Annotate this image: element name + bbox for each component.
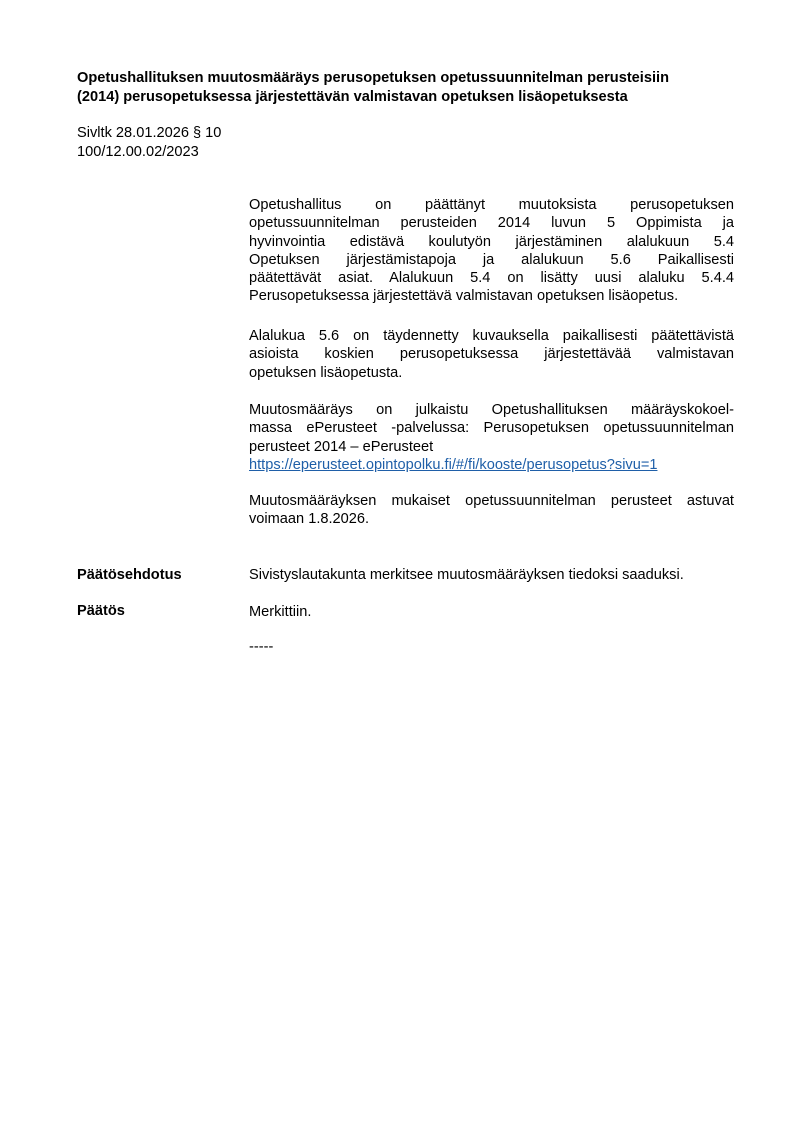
text-line: asioista koskien perusopetuksessa järjestettävää valmistavan: [249, 346, 734, 363]
document-title: [77, 69, 737, 107]
text-line: Alalukua 5.6 on täydennetty kuvauksella paikallisesti päätettävistä: [249, 328, 734, 344]
title-line-1: Opetushallituksen muutosmääräys perusopetuksen opetussuunnitelman perusteisiin: [77, 70, 669, 86]
text-line: hyvinvointia edistävä koulutyön järjestäminen alalukuun 5.4: [249, 233, 734, 250]
end-marker: -----: [249, 639, 274, 655]
decision-text: Merkittiin.: [249, 604, 312, 620]
text-line: massa ePerusteet -palvelussa: Perusopetuksen opetussuunnitelman: [249, 420, 734, 437]
eperusteet-link[interactable]: https://eperusteet.opintopolku.fi/#/fi/kooste/perusopetus?sivu=1: [249, 456, 658, 473]
meeting-reference: Sivltk 28.01.2026 § 10: [77, 125, 222, 141]
decision-label: Päätös: [77, 603, 125, 619]
record-number: 100/12.00.02/2023: [77, 144, 199, 160]
text-line: päätettävät asiat. Alalukuun 5.4 on lisätty uusi alaluku 5.4.4: [249, 270, 734, 287]
text-line: Perusopetuksessa järjestettävä valmistavan opetuksen lisäopetus.: [249, 288, 679, 305]
body-paragraph-3: [249, 401, 734, 474]
title-line-2: (2014) perusopetuksessa järjestettävän valmistavan opetuksen lisäopetuksesta: [77, 89, 628, 105]
body-paragraph-4: [249, 492, 734, 529]
text-line: Opetushallitus on päättänyt muutoksista perusopetuksen: [249, 197, 734, 213]
text-line: voimaan 1.8.2026.: [249, 511, 370, 528]
text-line: opetuksen lisäopetusta.: [249, 364, 403, 381]
meeting-meta: [77, 124, 221, 162]
text-line: Muutosmääräyksen mukaiset opetussuunnitelman perusteet astuvat: [249, 493, 734, 509]
proposal-text: Sivistyslautakunta merkitsee muutosmääräyksen tiedoksi saaduksi.: [249, 567, 684, 583]
body-paragraph-1: [249, 196, 734, 306]
text-line: Opetuksen järjestämistapoja ja alalukuun 5.6 Paikallisesti: [249, 251, 734, 268]
body-paragraph-2: [249, 327, 734, 382]
text-line: perusteet 2014 – ePerusteet: [249, 438, 434, 455]
text-line: opetussuunnitelman perusteiden 2014 luvun 5 Oppimista ja: [249, 215, 734, 232]
text-line: Muutosmääräys on julkaistu Opetushallituksen määräyskokoel-: [249, 402, 734, 418]
proposal-label: Päätösehdotus: [77, 567, 182, 583]
